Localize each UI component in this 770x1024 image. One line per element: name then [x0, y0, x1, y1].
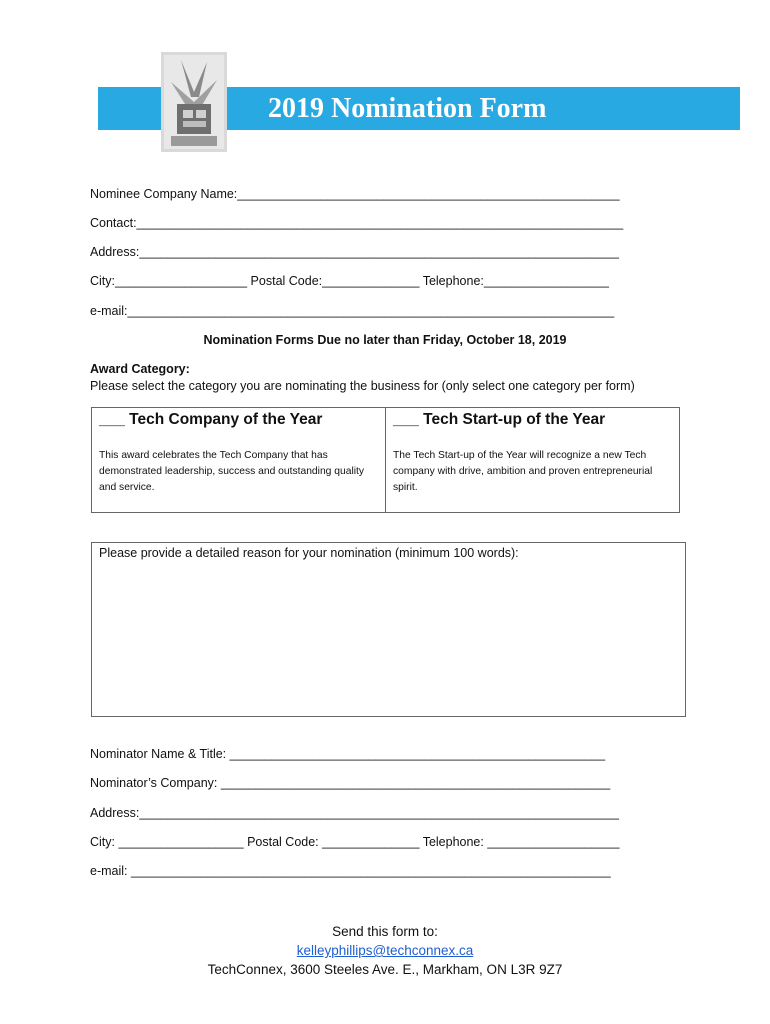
nominator-company-field[interactable]: Nominator’s Company: ________________________________________________________	[90, 776, 611, 790]
due-notice: Nomination Forms Due no later than Friday, October 18, 2019	[203, 333, 567, 347]
nominator-city-postal-telephone-field[interactable]: City: __________________ Postal Code: ______________ Telephone: ___________________	[90, 835, 620, 849]
nominator-email-field[interactable]: e-mail: _____________________________________________________________________	[90, 864, 611, 878]
organization-address: TechConnex, 3600 Steeles Ave. E., Markham, ON L3R 9Z7	[207, 962, 563, 977]
nominator-address-field[interactable]: Address:_____________________________________________________________________	[90, 806, 620, 820]
nomination-reason-textarea[interactable]	[91, 542, 686, 717]
category-cell-tech-startup[interactable]	[386, 408, 679, 512]
send-email-container	[0, 941, 770, 961]
nominee-company-name-field[interactable]: Nominee Company Name:_______________________________________________________	[90, 187, 620, 201]
category-description: The Tech Start-up of the Year will recognize a new Tech company with drive, ambition and proven entrepreneurial spirit.	[393, 450, 653, 493]
email-field[interactable]: e-mail:______________________________________________________________________	[90, 304, 615, 318]
address-field[interactable]: Address:_____________________________________________________________________	[90, 245, 620, 259]
category-title: ___ Tech Start-up of the Year	[393, 411, 606, 428]
award-trophy-logo	[161, 52, 227, 152]
send-email-link[interactable]: kelleyphillips@techconnex.ca	[296, 943, 474, 958]
award-category-heading: Award Category:	[90, 362, 190, 376]
send-label: Send this form to:	[332, 924, 438, 939]
contact-field[interactable]: Contact:______________________________________________________________________	[90, 216, 624, 230]
nominator-name-title-field[interactable]: Nominator Name & Title: ______________________________________________________	[90, 747, 606, 761]
award-category-instruction: Please select the category you are nominating the business for (only select one category per form)	[90, 379, 635, 393]
reason-label: Please provide a detailed reason for your nomination (minimum 100 words):	[99, 546, 519, 560]
category-title: ___ Tech Company of the Year	[99, 411, 323, 428]
category-description: This award celebrates the Tech Company that has demonstrated leadership, success and outstanding quality and service.	[99, 450, 365, 493]
category-table	[91, 407, 680, 513]
category-cell-tech-company[interactable]	[92, 408, 386, 512]
city-postal-telephone-field[interactable]: City:___________________ Postal Code:______________ Telephone:__________________	[90, 274, 610, 288]
form-title: 2019 Nomination Form	[268, 93, 547, 124]
